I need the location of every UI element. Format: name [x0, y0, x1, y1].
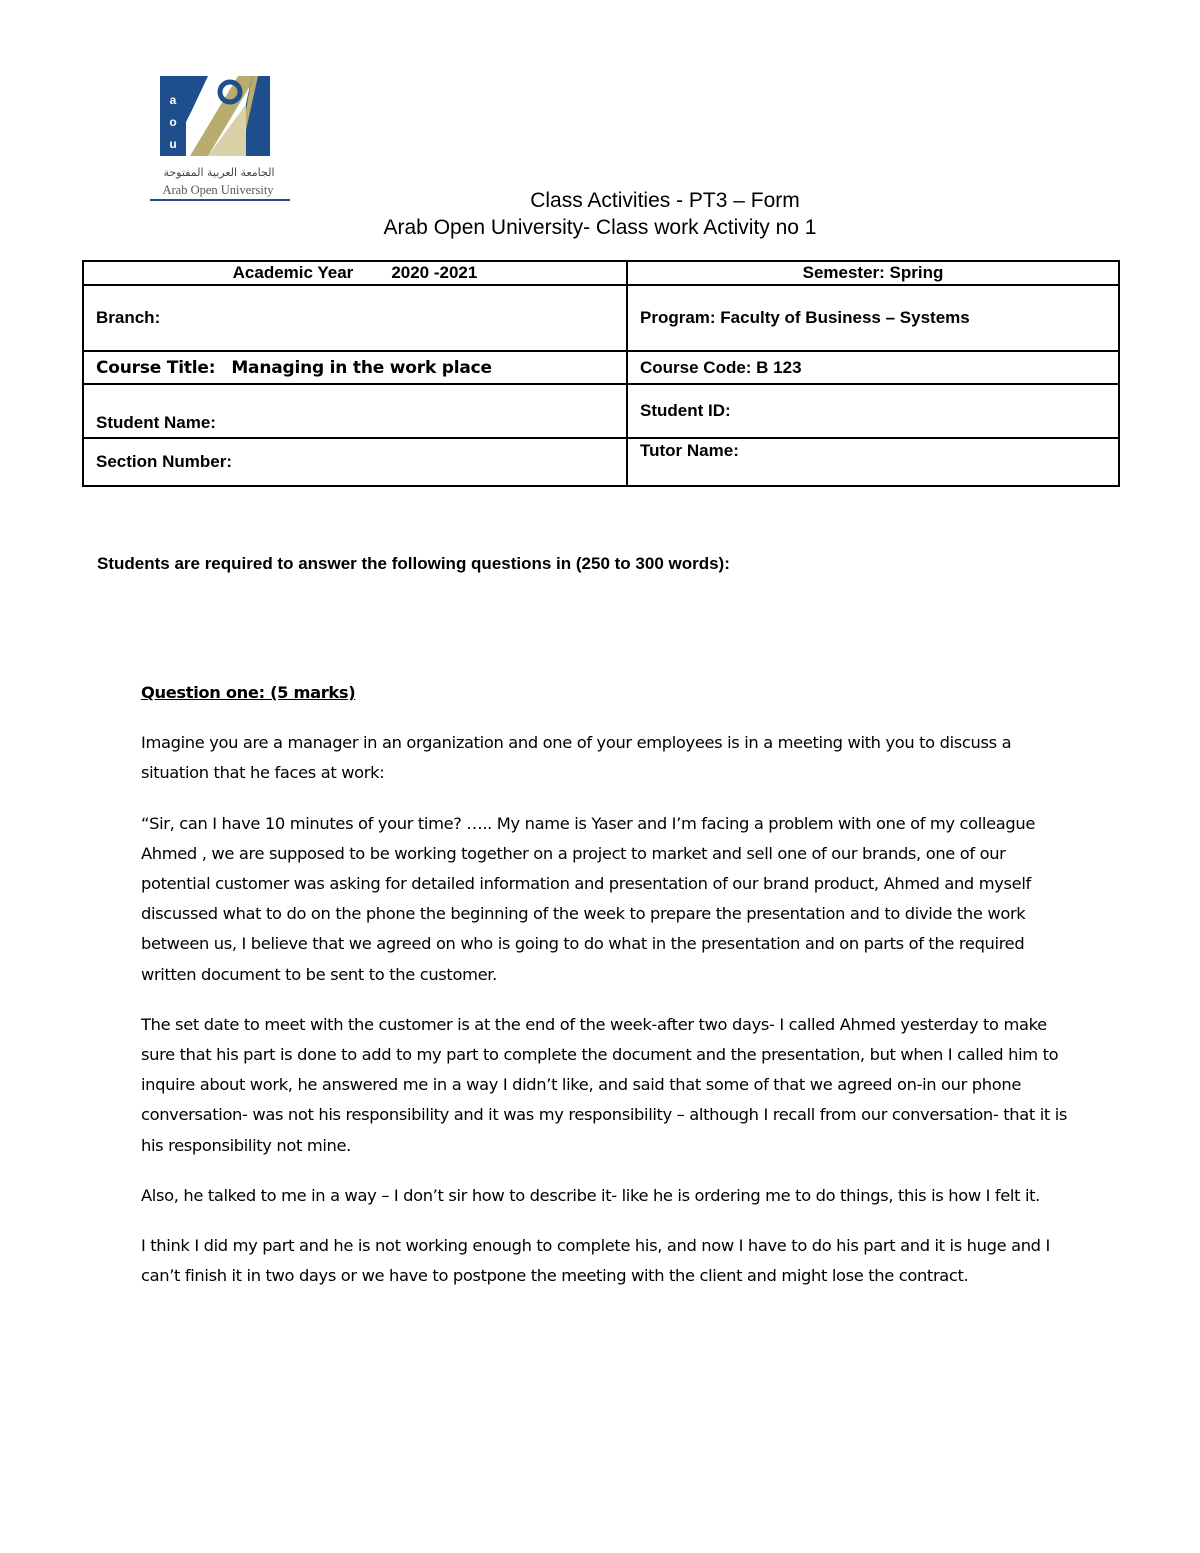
branch-cell: Branch:	[83, 285, 627, 351]
course-title-cell	[83, 351, 627, 384]
student-id-cell: Student ID:	[627, 384, 1119, 438]
question-paragraph: “Sir, can I have 10 minutes of your time? ….. My name is Yaser and I’m facing a problem with one of my colleague Ahmed , we are supposed to be working together on a project to market and sell one of our brands, one of our potential customer was asking for detailed information and presentation of our brand product, Ahmed and myself discussed what to do on the phone the beginning of the week to prepare the presentation and to divide the work between us, I believe that we agreed on who is going to do what in the presentation and on parts of the required written document to be sent to the customer.	[141, 813, 1036, 984]
section-number-cell: Section Number:	[83, 438, 627, 486]
table-row	[83, 438, 1119, 486]
svg-text:Arab Open University: Arab Open University	[162, 183, 274, 197]
university-logo	[146, 70, 296, 205]
question-paragraph: Imagine you are a manager in an organization and one of your employees is in a meeting with you to discuss a situation that he faces at work:	[141, 733, 1012, 783]
academic-year-label: Academic Year	[232, 263, 354, 282]
svg-text:الجامعة العربية المفتوحة: الجامعة العربية المفتوحة	[163, 166, 275, 179]
question-paragraph: The set date to meet with the customer is at the end of the week-after two days- I called Ahmed yesterday to make sure that his part is done to add to my part to complete the document and the presentation, but when I called him to inquire about work, he answered me in a way I didn’t like, and said that some of that we agreed on-in our phone conversation- was not his responsibility and it was my responsibility – although I recall from our conversation- that it is his responsibility not mine.	[141, 1014, 1068, 1155]
course-title-value: Managing in the work place	[231, 357, 492, 378]
table-row	[83, 351, 1119, 384]
document-subtitle: Arab Open University- Class work Activity no 1	[383, 216, 817, 239]
table-row	[83, 261, 1119, 285]
tutor-name-cell: Tutor Name:	[627, 438, 1119, 486]
program-cell: Program: Faculty of Business – Systems	[627, 285, 1119, 351]
instruction-text: Students are required to answer the following questions in (250 to 300 words):	[97, 554, 730, 573]
course-code-cell: Course Code: B 123	[627, 351, 1119, 384]
svg-text:a: a	[169, 93, 177, 107]
document-title: Class Activities - PT3 – Form	[530, 189, 800, 212]
student-name-cell: Student Name:	[83, 384, 627, 438]
svg-text:o: o	[169, 115, 177, 129]
course-info-table	[82, 260, 1120, 487]
table-row	[83, 285, 1119, 351]
svg-text:u: u	[169, 137, 177, 151]
academic-year-cell	[83, 261, 627, 285]
question-heading: Question one: (5 marks)	[141, 683, 356, 702]
question-paragraph: I think I did my part and he is not working enough to complete his, and now I have to do his part and it is huge and I can’t finish it in two days or we have to postpone the meeting with the client and might lose the contract.	[141, 1236, 1050, 1286]
question-section	[141, 678, 1071, 1311]
table-row	[83, 384, 1119, 438]
academic-year-value: 2020 -2021	[391, 263, 478, 282]
course-title-label: Course Title:	[96, 357, 216, 378]
semester-cell: Semester: Spring	[627, 261, 1119, 285]
question-paragraph: Also, he talked to me in a way – I don’t sir how to describe it- like he is ordering me to do things, this is how I felt it.	[141, 1185, 1040, 1205]
